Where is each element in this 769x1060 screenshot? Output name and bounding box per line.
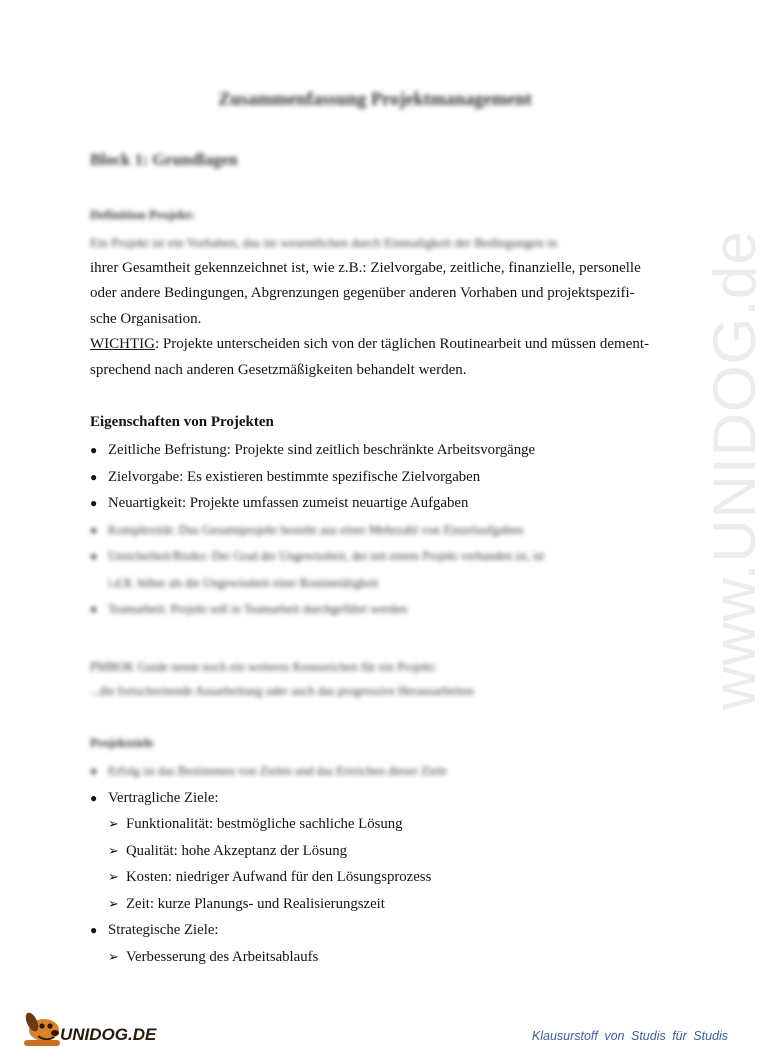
dog-logo-icon xyxy=(23,1011,60,1046)
sub-list-item: ➢ Verbesserung des Arbeitsablaufs xyxy=(108,944,670,971)
definition-line-6: sprechend nach anderen Gesetzmäßigkeiten behandelt werden. xyxy=(90,361,467,378)
important-text: : Projekte unterscheiden sich von der täglichen Routinearbeit und müssen dement- xyxy=(154,336,650,352)
bullet-icon: ● xyxy=(90,923,98,937)
list-item: ● Unsicherheit/Risiko: Der Grad der Ungewissheit, der mit einem Projekt verbunden ist, ist i.d.R. höher als die Ungewissheit einer Routinetätigkeit xyxy=(90,543,670,596)
bullet-icon: ● xyxy=(90,522,98,537)
bullet-icon: ● xyxy=(90,469,98,484)
important-line xyxy=(90,332,660,358)
sub-list-item: ➢ Funktionalität: bestmögliche sachliche Lösung xyxy=(108,811,670,838)
bullet-icon: ● xyxy=(90,443,98,457)
arrow-bullet-icon: ➢ xyxy=(108,816,119,831)
pmbok-line-2: ...die fortschreitende Ausarbeitung oder auch das progressive Herausarbeiten xyxy=(90,684,474,698)
watermark: www.UNIDOG.de xyxy=(701,230,768,710)
block-heading: Block 1: Grundlagen xyxy=(90,150,238,169)
list-item-continuation: i.d.R. höher als die Ungewissheit einer Routinetätigkeit xyxy=(108,575,379,590)
goals-heading: Projektziele xyxy=(90,736,154,750)
sub-list-item: ➢ Kosten: niedriger Aufwand für den Lösungsprozess xyxy=(108,864,670,891)
list-item: ● Erfolg ist das Bestimmen von Zielen und das Erreichen dieser Ziele xyxy=(90,758,670,785)
bullet-icon: ● xyxy=(90,549,98,563)
arrow-bullet-icon: ➢ xyxy=(108,869,119,884)
bullet-icon: ● xyxy=(90,496,98,510)
definition-heading: Definition Projekt: xyxy=(90,207,195,222)
list-item: ● Neuartigkeit: Projekte umfassen zumeist neuartige Aufgaben xyxy=(90,490,670,517)
page-title: Zusammenfassung Projektmanagement xyxy=(218,90,532,110)
list-item: ● Vertragliche Ziele: ➢ Funktionalität: bestmögliche sachliche Lösung ➢ Qualität: hohe Akzeptanz der Lösung ➢ Kosten: niedriger Aufwand für den Lösungsprozess ➢ Zeit: kurze Planungs- und Realisierungszeit xyxy=(90,785,670,918)
list-item: ● Teamarbeit: Projekt soll in Teamarbeit durchgeführt werden xyxy=(90,596,670,623)
footer-tagline: Klausurstoff von Studis für Studis xyxy=(531,1029,728,1043)
list-item: ● Zeitliche Befristung: Projekte sind zeitlich beschränkte Arbeitsvorgänge xyxy=(90,437,670,464)
arrow-bullet-icon: ➢ xyxy=(108,895,119,911)
important-label: WICHTIG xyxy=(90,336,155,352)
properties-list xyxy=(90,437,670,623)
bullet-icon: ● xyxy=(90,790,98,805)
bullet-icon: ● xyxy=(90,602,98,616)
definition-line-4: sche Organisation. xyxy=(90,310,202,327)
properties-heading: Eigenschaften von Projekten xyxy=(90,414,274,430)
strategic-goals-sublist xyxy=(108,944,670,971)
arrow-bullet-icon: ➢ xyxy=(108,948,119,964)
pmbok-line-1: PMBOK Guide nennt noch ein weiteres Kennzeichen für ein Projekt: xyxy=(90,660,437,674)
goals-list xyxy=(90,758,670,970)
definition-line-3: oder andere Bedingungen, Abgrenzungen gegenüber anderen Vorhaben und projektspezifi- xyxy=(90,285,635,301)
arrow-bullet-icon: ➢ xyxy=(108,842,119,858)
sub-list-item: ➢ Qualität: hohe Akzeptanz der Lösung xyxy=(108,838,670,865)
definition-paragraph xyxy=(90,230,660,383)
sub-list-item: ➢ Zeit: kurze Planungs- und Realisierungszeit xyxy=(108,891,670,918)
unidog-logo[interactable] xyxy=(20,1000,160,1050)
definition-line-2: ihrer Gesamtheit gekennzeichnet ist, wie z.B.: Zielvorgabe, zeitliche, finanzielle, personelle xyxy=(90,259,641,276)
list-item: ● Komplexität: Das Gesamtprojekt besteht aus einer Mehrzahl von Einzelaufgaben xyxy=(90,517,670,544)
pmbok-paragraph xyxy=(90,655,660,703)
list-item: ● Zielvorgabe: Es existieren bestimmte spezifische Zielvorgaben xyxy=(90,464,670,491)
bullet-icon: ● xyxy=(90,764,98,778)
definition-line-1: Ein Projekt ist ein Vorhaben, das im wesentlichen durch Einmaligkeit der Bedingungen in xyxy=(90,235,558,250)
contract-goals-sublist xyxy=(108,811,670,917)
logo-wordmark: UNIDOG.DE xyxy=(60,1025,157,1044)
list-item: ● Strategische Ziele: ➢ Verbesserung des Arbeitsablaufs xyxy=(90,917,670,970)
